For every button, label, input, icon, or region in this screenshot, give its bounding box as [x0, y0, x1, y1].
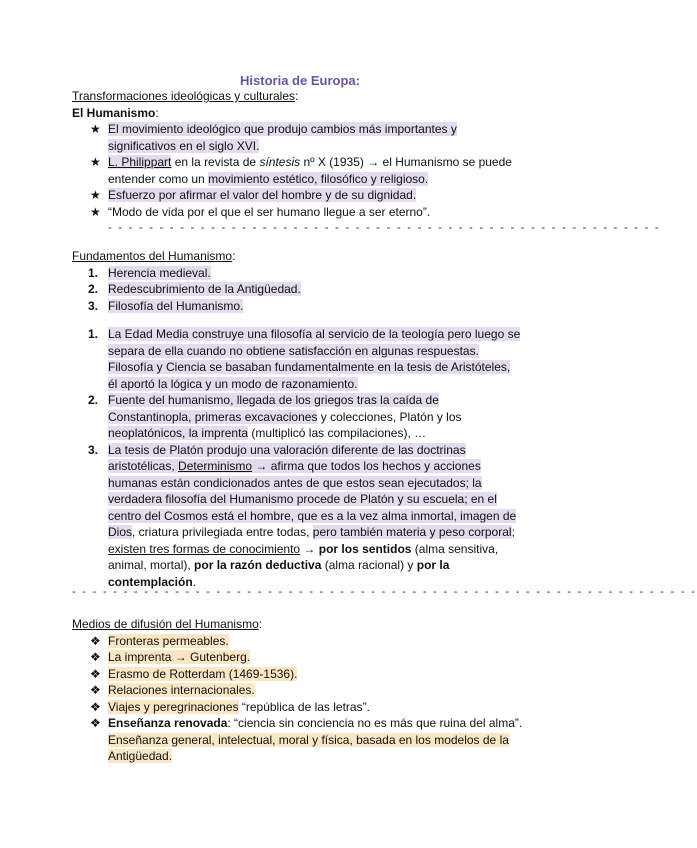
list-item: ❖ Erasmo de Rotterdam (1469-1536).	[90, 666, 298, 681]
section-transformaciones: Transformaciones ideológicas y culturales: El Humanismo: ★ El movimiento ideológico que produjo cambios más importantes y significativos en el siglo XVI. ★ L. Philippart en la revista de síntesis nº X (1935) → el Humanismo se puede entender como un movimiento estético, filosófico y religioso. ★ Esfuerzo por afirmar el valor del hombre y de su dignidad. ★ “Modo de vida por el que el ser humano llegue a ser eterno”. - - - - - - - - - - - - - - - - - - - - - - - - - - - - - - - - - - - - - - - - - - - - - - - - - - - - - -	[72, 89, 661, 234]
list-item: 3. Filosofía del Humanismo.	[88, 298, 244, 313]
diamond-bullet-icon: ❖	[90, 716, 101, 730]
separator: - - - - - - - - - - - - - - - - - - - - - - - - - - - - - - - - - - - - - - - - - - - - - - - - - - - - - -	[108, 222, 661, 234]
list-item: 3. La tesis de Platón produjo una valoración diferente de las doctrinas aristotélicas, Determinismo → afirma que todos los hechos y acciones humanas están condicionados antes de que estos sean ejecutados; la verdadera filosofía del Humanismo procede de Platón y su escuela; en el centro del Cosmos está el hombre, que es a la vez alma inmortal, imagen de Dios, criatura privilegiada entre todas, pero también materia y peso corporal; existen tres formas de conocimiento → por los sentidos (alma sensitiva, animal, mortal), por la razón deductiva (alma racional) y por la contemplación.	[88, 442, 517, 589]
list-item: ❖ Viajes y peregrinaciones “república de las letras”.	[90, 699, 370, 714]
list-item: ★ L. Philippart en la revista de síntesis nº X (1935) → el Humanismo se puede entender como un movimiento estético, filosófico y religioso.	[90, 155, 512, 186]
list-item: 1. La Edad Media construye una filosofía al servicio de la teología pero luego se separa de ella cuando no obtiene satisfacción en algunas respuestas. Filosofía y Ciencia se basaban fundamentalmente en la tesis de Aristóteles, él aportó la lógica y un modo de razonamiento.	[88, 327, 521, 391]
section-fundamentos: Fundamentos del Humanismo: 1. Herencia medieval. 2. Redescubrimiento de la Antigüedad. 3. Filosofía del Humanismo. 1. La Edad Media construye una filosofía al servicio de la teología pero luego se separa de ella cuando no obtiene satisfacción en algunas respuestas. Filosofía y Ciencia se basaban fundamentalmente en la tesis de Aristóteles, él aportó la lógica y un modo de razonamiento. 2. Fuente del humanismo, llegada de los griegos tras la caída de Constantinopla, primeras excavaciones y colecciones, Platón y los neoplatónicos, la imprenta (multiplicó las compilaciones), … 3. La tesis de Platón produjo una valoración diferente de las doctrinas aristotélicas, Determinismo → afirma que todos los hechos y acciones humanas están condicionados antes de que estos sean ejecutados; la verdadera filosofía del Humanismo procede de Platón y su escuela; en el centro del Cosmos está el hombre, que es a la vez alma inmortal, imagen de Dios, criatura privilegiada entre todas, pero también materia y peso corporal; existen tres formas de conocimiento → por los sentidos (alma sensitiva, animal, mortal), por la razón deductiva (alma racional) y por la contemplación.	[72, 248, 532, 590]
star-bullet-icon: ★	[90, 122, 101, 136]
page-title: Historia de Europa:	[240, 73, 360, 88]
section-medios: Medios de difusión del Humanismo: ❖ Fronteras permeables. ❖ La imprenta → Gutenberg. ❖ Erasmo de Rotterdam (1469-1536). ❖ Relaciones internacionales. ❖ Viajes y peregrinaciones “república de las letras”. ❖ Enseñanza renovada: “ciencia sin conciencia no es más que ruina del alma”. Enseñanza general, intelectual, moral y física, basada en los modelos de la Antigüedad.	[72, 616, 532, 765]
section-heading: Fundamentos del Humanismo	[72, 249, 233, 263]
diamond-bullet-icon: ❖	[90, 633, 101, 648]
list-item: ★ Esfuerzo por afirmar el valor del hombre y de su dignidad.	[90, 188, 417, 202]
list-item: ❖ Fronteras permeables.	[90, 633, 229, 648]
subheading: El Humanismo	[72, 105, 156, 120]
section-heading: Transformaciones ideológicas y culturales	[72, 89, 295, 103]
diamond-bullet-icon: ❖	[90, 683, 101, 697]
list-item: 1. Herencia medieval.	[88, 265, 211, 280]
list-item: ❖ Enseñanza renovada: “ciencia sin conciencia no es más que ruina del alma”. Enseñanza general, intelectual, moral y física, basada en los modelos de la Antigüedad.	[90, 716, 523, 763]
list-item: 2. Redescubrimiento de la Antigüedad.	[88, 282, 301, 296]
diamond-bullet-icon: ❖	[90, 699, 101, 714]
list-item: ❖ Relaciones internacionales.	[90, 683, 255, 697]
list-item: ★ “Modo de vida por el que el ser humano llegue a ser eterno”.	[90, 204, 431, 219]
list-item: 2. Fuente del humanismo, llegada de los griegos tras la caída de Constantinopla, primeras excavaciones y colecciones, Platón y los neoplatónicos, la imprenta (multiplicó las compilaciones), …	[88, 393, 462, 440]
diamond-bullet-icon: ❖	[90, 650, 101, 664]
list-item: ❖ La imprenta → Gutenberg.	[90, 650, 251, 664]
star-bullet-icon: ★	[90, 204, 101, 219]
separator: - - - - - - - - - - - - - - - - - - - - - - - - - - - - - - - - - - - - - - - - - - - - - - - - - - - - - - - - - - - - -	[72, 586, 697, 598]
star-bullet-icon: ★	[90, 155, 101, 169]
diamond-bullet-icon: ❖	[90, 666, 101, 681]
section-heading: Medios de difusión del Humanismo	[72, 617, 259, 631]
list-item: ★ El movimiento ideológico que produjo cambios más importantes y significativos en el siglo XVI.	[90, 122, 457, 153]
star-bullet-icon: ★	[90, 188, 101, 202]
